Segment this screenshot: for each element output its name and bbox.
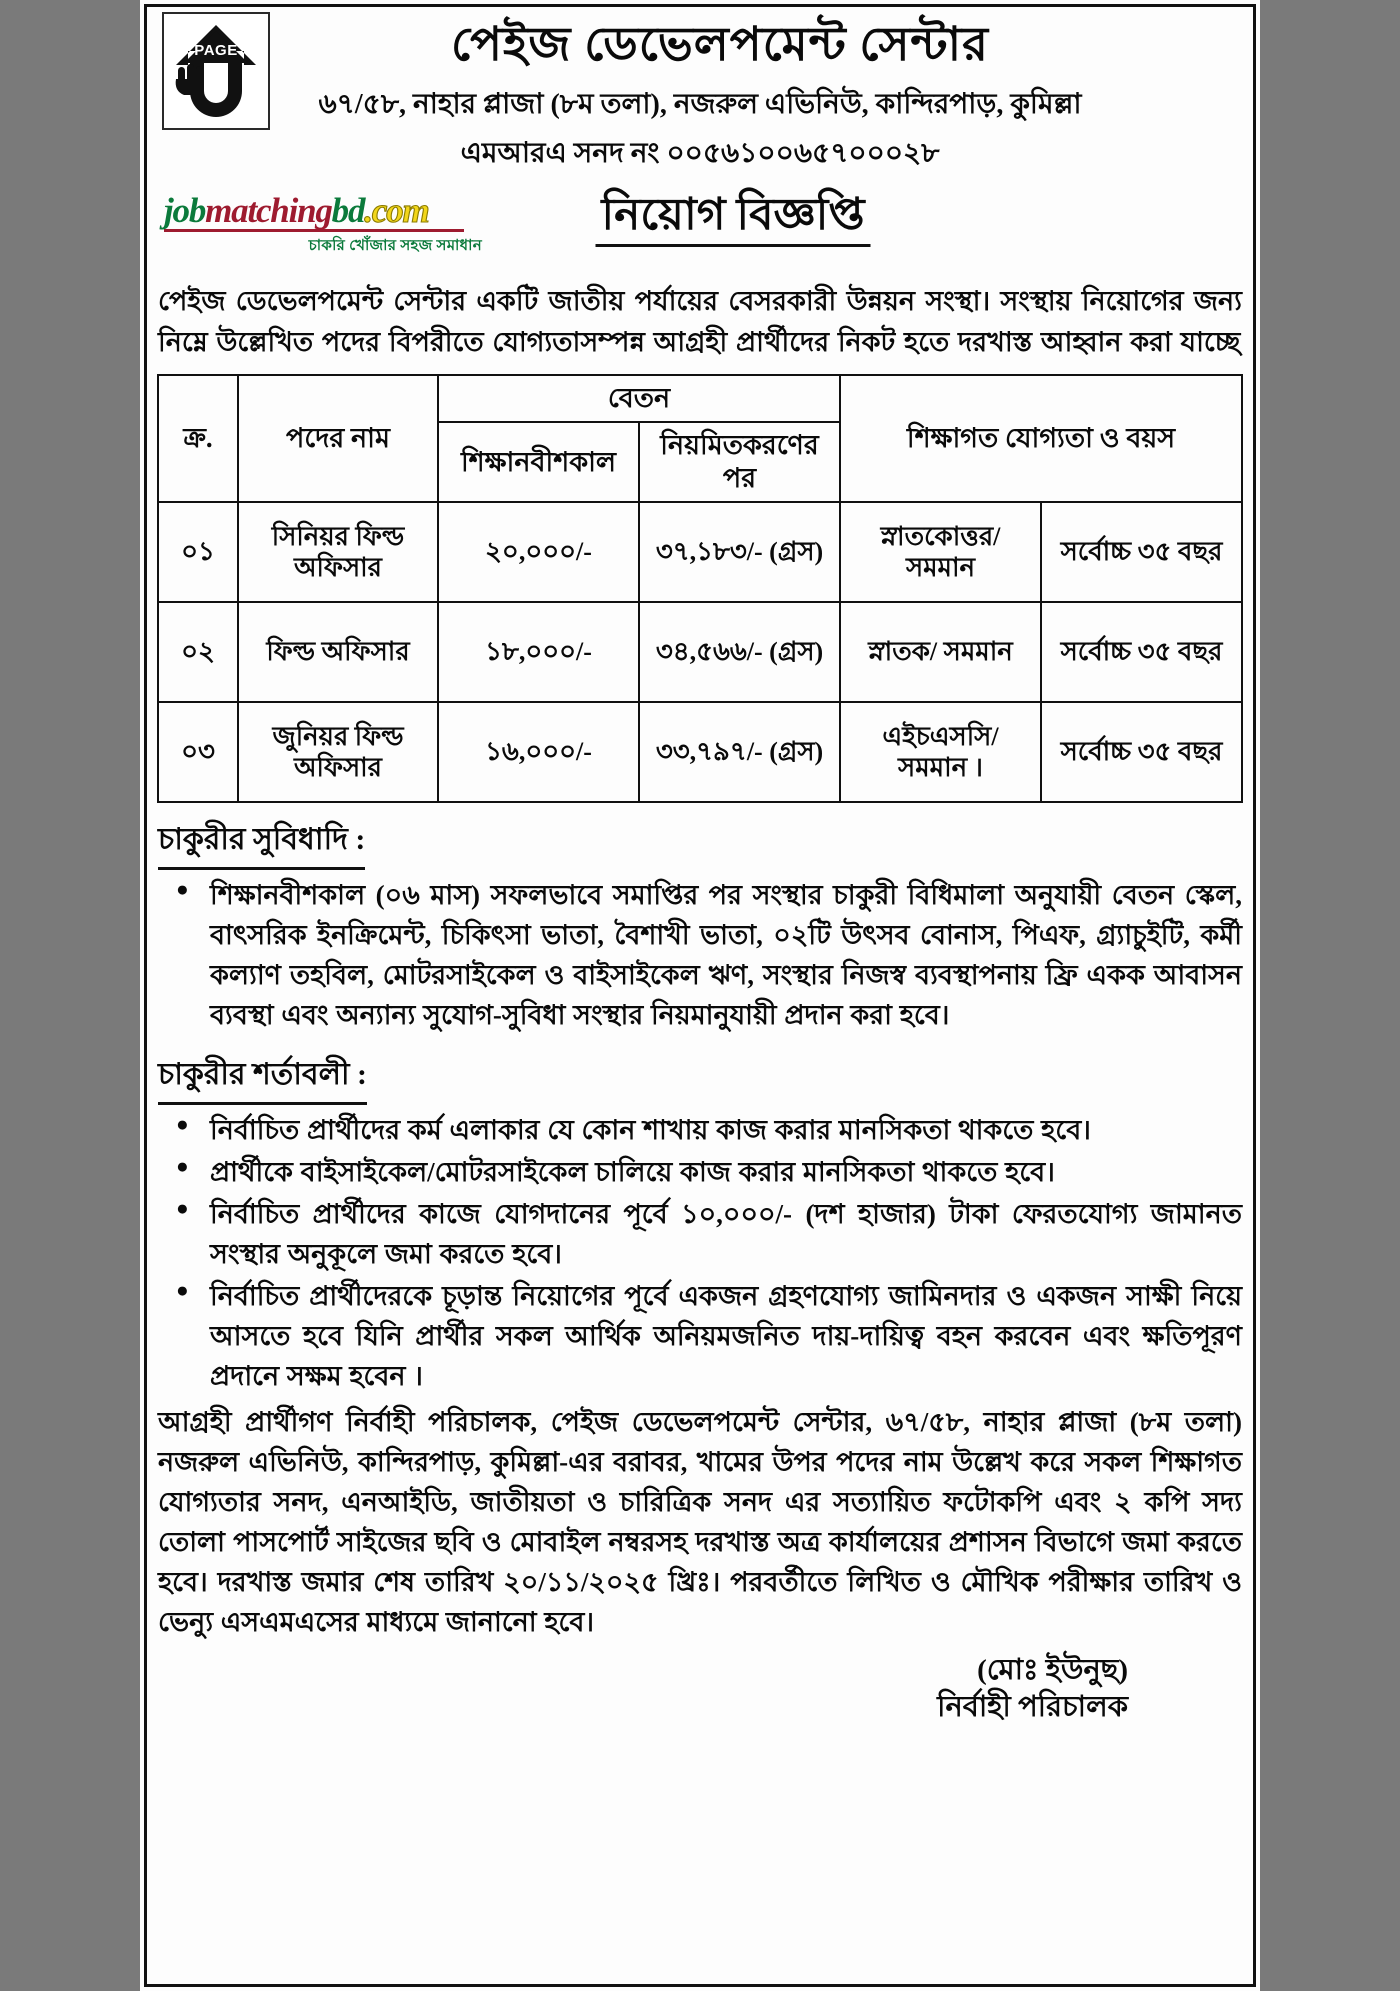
cell-education: এইচএসসি/ সমমান ।: [840, 702, 1041, 802]
watermark-dotcom: .com: [364, 191, 429, 231]
cell-serial: ০২: [158, 602, 238, 702]
table-row: [158, 602, 1242, 702]
cell-education: স্নাতকোত্তর/ সমমান: [840, 502, 1041, 602]
th-education-age: শিক্ষাগত যোগ্যতা ও বয়স: [840, 375, 1242, 502]
benefits-heading: চাকুরীর সুবিধাদি :: [158, 815, 365, 870]
watermark-job: job: [164, 191, 206, 231]
page-inner-frame: [154, 10, 1246, 1975]
signature-block: [154, 1652, 1246, 1725]
organization-address: ৬৭/৫৮, নাহার প্লাজা (৮ম তলা), নজরুল এভিনিউ, কান্দিরপাড়, কুমিল্লা: [318, 89, 1082, 121]
cell-post-name: ফিল্ড অফিসার: [238, 602, 438, 702]
signatory-name: (মোঃ ইউনুছ): [977, 1654, 1128, 1687]
cell-probation: ১৮,০০০/-: [438, 602, 639, 702]
signatory-designation: নির্বাহী পরিচালক: [937, 1690, 1128, 1723]
post-salary-table: [157, 374, 1243, 803]
document-header: [154, 10, 1246, 171]
organization-name: পেইজ ডেভেলপমেন্ট সেন্টার: [451, 19, 989, 71]
cell-serial: ০১: [158, 502, 238, 602]
svg-text:PAGE: PAGE: [194, 42, 238, 59]
conditions-section: [154, 1038, 1246, 1107]
conditions-heading: চাকুরীর শর্তাবলী :: [158, 1050, 367, 1105]
list-item: ● নির্বাচিত প্রার্থীদেরকে চূড়ান্ত নিয়োগের পূর্বে একজন গ্রহণযোগ্য জামিনদার ও একজন সাক্ষী নিয়ে আসতে হবে যিনি প্রার্থীর সকল আর্থিক অনিয়মজনিত দায়-দায়িত্ব বহন করবেন এবং ক্ষতিপূরণ প্রদানে সক্ষম হবেন ।: [158, 1277, 1242, 1397]
organization-logo: [162, 12, 270, 130]
th-serial: ক্র.: [158, 375, 238, 502]
list-item: ● নির্বাচিত প্রার্থীদের কর্ম এলাকার যে কোন শাখায় কাজ করার মানসিকতা থাকতে হবে।: [158, 1111, 1242, 1151]
cell-after-regular: ৩৭,১৮৩/- (গ্রস): [639, 502, 840, 602]
intro-paragraph: পেইজ ডেভেলপমেন্ট সেন্টার একটি জাতীয় পর্যায়ের বেসরকারী উন্নয়ন সংস্থা। সংস্থায় নিয়োগের জন্য নিম্নে উল্লেখিত পদের বিপরীতে যোগ্যতাসম্পন্ন আগ্রহী প্রার্থীদের নিকট হতে দরখাস্ত আহ্বান করা যাচ্ছে: [158, 286, 1242, 357]
page-title: নিয়োগ বিজ্ঞপ্তি: [596, 191, 871, 246]
th-probation: শিক্ষানবীশকাল: [438, 422, 639, 502]
table-head: [158, 375, 1242, 502]
watermark-tagline: চাকরি খোঁজার সহজ সমাধান: [308, 238, 482, 255]
cell-serial: ০৩: [158, 702, 238, 802]
cell-after-regular: ৩৪,৫৬৬/- (গ্রস): [639, 602, 840, 702]
cell-age: সর্বোচ্চ ৩৫ বছর: [1041, 602, 1242, 702]
watermark-bd: bd: [331, 191, 365, 231]
th-post-name: পদের নাম: [238, 375, 438, 502]
list-item: ● শিক্ষানবীশকাল (০৬ মাস) সফলভাবে সমাপ্তির পর সংস্থার চাকুরী বিধিমালা অনুযায়ী বেতন স্কেল, বাৎসরিক ইনক্রিমেন্ট, চিকিৎসা ভাতা, বৈশাখী ভাতা, ০২টি উৎসব বোনাস, পিএফ, গ্র্যাচুইটি, কর্মী কল্যাণ তহবিল, মোটরসাইকেল ও বাইসাইকেল ঋণ, সংস্থার নিজস্ব ব্যবস্থাপনায় ফ্রি একক আবাসন ব্যবস্থা এবং অন্যান্য সুযোগ-সুবিধা সংস্থার নিয়মানুযায়ী প্রদান করা হবে।: [158, 876, 1242, 1036]
watermark-wordmark: [164, 191, 494, 231]
list-item: ● নির্বাচিত প্রার্থীদের কাজে যোগদানের পূর্বে ১০,০০০/- (দশ হাজার) টাকা ফেরতযোগ্য জামানত সংস্থার অনুকূলে জমা করতে হবে।: [158, 1195, 1242, 1275]
cell-post-name: সিনিয়র ফিল্ড অফিসার: [238, 502, 438, 602]
cell-post-name: জুনিয়র ফিল্ড অফিসার: [238, 702, 438, 802]
table-row: [158, 502, 1242, 602]
notice-title-row: [154, 185, 1246, 277]
cell-probation: ১৬,০০০/-: [438, 702, 639, 802]
job-circular-page: [140, 0, 1260, 1991]
table-row: [158, 702, 1242, 802]
th-after-regular: নিয়মিতকরণের পর: [639, 422, 840, 502]
benefits-section: [154, 803, 1246, 872]
watermark-matching: matching: [205, 191, 332, 231]
benefits-list: [154, 876, 1246, 1038]
conditions-list: [154, 1111, 1246, 1399]
cell-age: সর্বোচ্চ ৩৫ বছর: [1041, 702, 1242, 802]
mra-certificate-number: এমআরএ সনদ নং ০০৫৬১০০৬৫৭০০০২৮: [460, 138, 940, 170]
cell-education: স্নাতক/ সমমান: [840, 602, 1041, 702]
application-instructions: আগ্রহী প্রার্থীগণ নির্বাহী পরিচালক, পেইজ ডেভেলপমেন্ট সেন্টার, ৬৭/৫৮, নাহার প্লাজা (৮ম তলা) নজরুল এভিনিউ, কান্দিরপাড়, কুমিল্লা-এর বরাবর, খামের উপর পদের নাম উল্লেখ করে সকল শিক্ষাগত যোগ্যতার সনদ, এনআইডি, জাতীয়তা ও চারিত্রিক সনদ এর সত্যায়িত ফটোকপি এবং ২ কপি সদ্য তোলা পাসপোর্ট সাইজের ছবি ও মোবাইল নম্বরসহ দরখাস্ত অত্র কার্যালয়ের প্রশাসন বিভাগে জমা করতে হবে। দরখাস্ত জমার শেষ তারিখ ২০/১১/২০২৫ খ্রিঃ। পরবর্তীতে লিখিত ও মৌখিক পরীক্ষার তারিখ ও ভেন্যু এসএমএসের মাধ্যমে জানানো হবে।: [158, 1406, 1242, 1637]
table-header-row-1: [158, 375, 1242, 422]
cell-age: সর্বোচ্চ ৩৫ বছর: [1041, 502, 1242, 602]
cell-after-regular: ৩৩,৭৯৭/- (গ্রস): [639, 702, 840, 802]
jobmatchingbd-watermark: [164, 193, 494, 259]
th-salary: বেতন: [438, 375, 840, 422]
list-item: ● প্রার্থীকে বাইসাইকেল/মোটরসাইকেল চালিয়ে কাজ করার মানসিকতা থাকতে হবে।: [158, 1153, 1242, 1193]
page-logo-icon: [170, 21, 262, 121]
cell-probation: ২০,০০০/-: [438, 502, 639, 602]
table-body: [158, 502, 1242, 802]
